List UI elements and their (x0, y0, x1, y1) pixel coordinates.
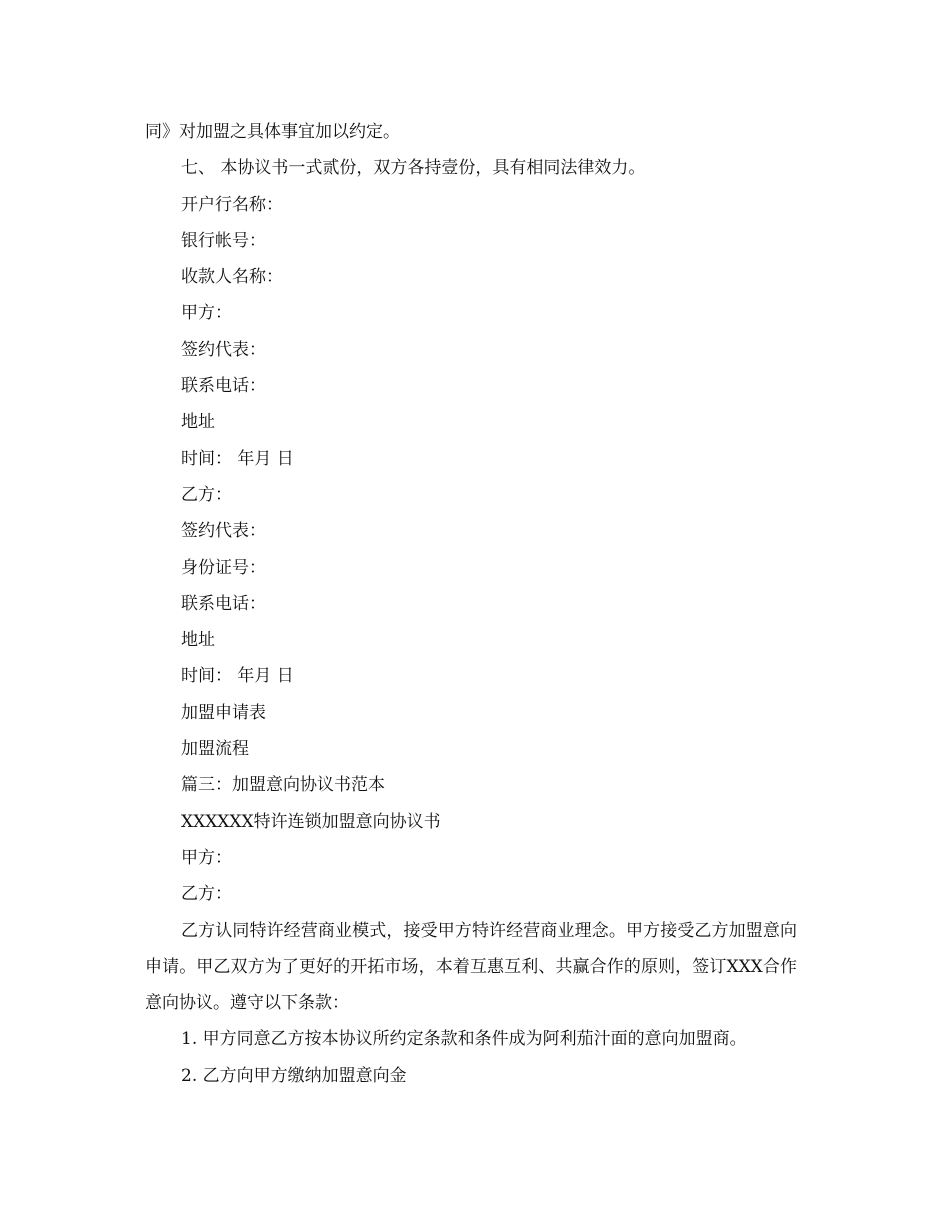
party-a-label: 甲方： (181, 303, 232, 324)
section-three-heading: 篇三：加盟意向协议书范本 (181, 775, 385, 796)
payee-name-label: 收款人名称： (181, 267, 283, 288)
party-b-phone-label: 联系电话： (181, 593, 266, 614)
party-b-id-label: 身份证号： (181, 557, 266, 578)
bank-account-label: 银行帐号： (181, 230, 266, 251)
intro-paragraph: 乙方认同特许经营商业模式，接受甲方特许经营商业理念。甲方接受乙方加盟意向申请。甲乙双方为了更好的开拓市场，本着互惠互利、共赢合作的原则，签订XXX合作意向协议。遵守以下条款： (145, 920, 797, 1014)
party-a-line: 甲方： (181, 847, 232, 868)
party-b-representative-label: 签约代表： (181, 521, 266, 542)
party-b-address-label: 地址 (181, 630, 215, 651)
clause-seven: 七、 本协议书一式贰份，双方各持壹份，具有相同法律效力。 (181, 158, 646, 179)
party-b-label: 乙方： (181, 484, 232, 505)
party-a-phone-label: 联系电话： (181, 376, 266, 397)
party-a-address-label: 地址 (181, 412, 215, 433)
text-line: 同》对加盟之具体事宜加以约定。 (145, 122, 400, 142)
application-form-heading: 加盟申请表 (181, 702, 266, 723)
party-b-date-label: 时间： 年月 日 (181, 666, 294, 687)
party-b-line: 乙方： (181, 884, 232, 905)
party-a-date-label: 时间： 年月 日 (181, 448, 294, 469)
clause-item-2: 2. 乙方向甲方缴纳加盟意向金 (181, 1065, 407, 1086)
bank-name-label: 开户行名称： (181, 194, 283, 215)
clause-item-1: 1. 甲方同意乙方按本协议所约定条款和条件成为阿利茄汁面的意向加盟商。 (181, 1029, 747, 1050)
party-a-representative-label: 签约代表： (181, 339, 266, 360)
document-body (145, 114, 805, 1094)
agreement-title: XXXXXX特许连锁加盟意向协议书 (181, 811, 441, 832)
process-heading: 加盟流程 (181, 739, 249, 760)
